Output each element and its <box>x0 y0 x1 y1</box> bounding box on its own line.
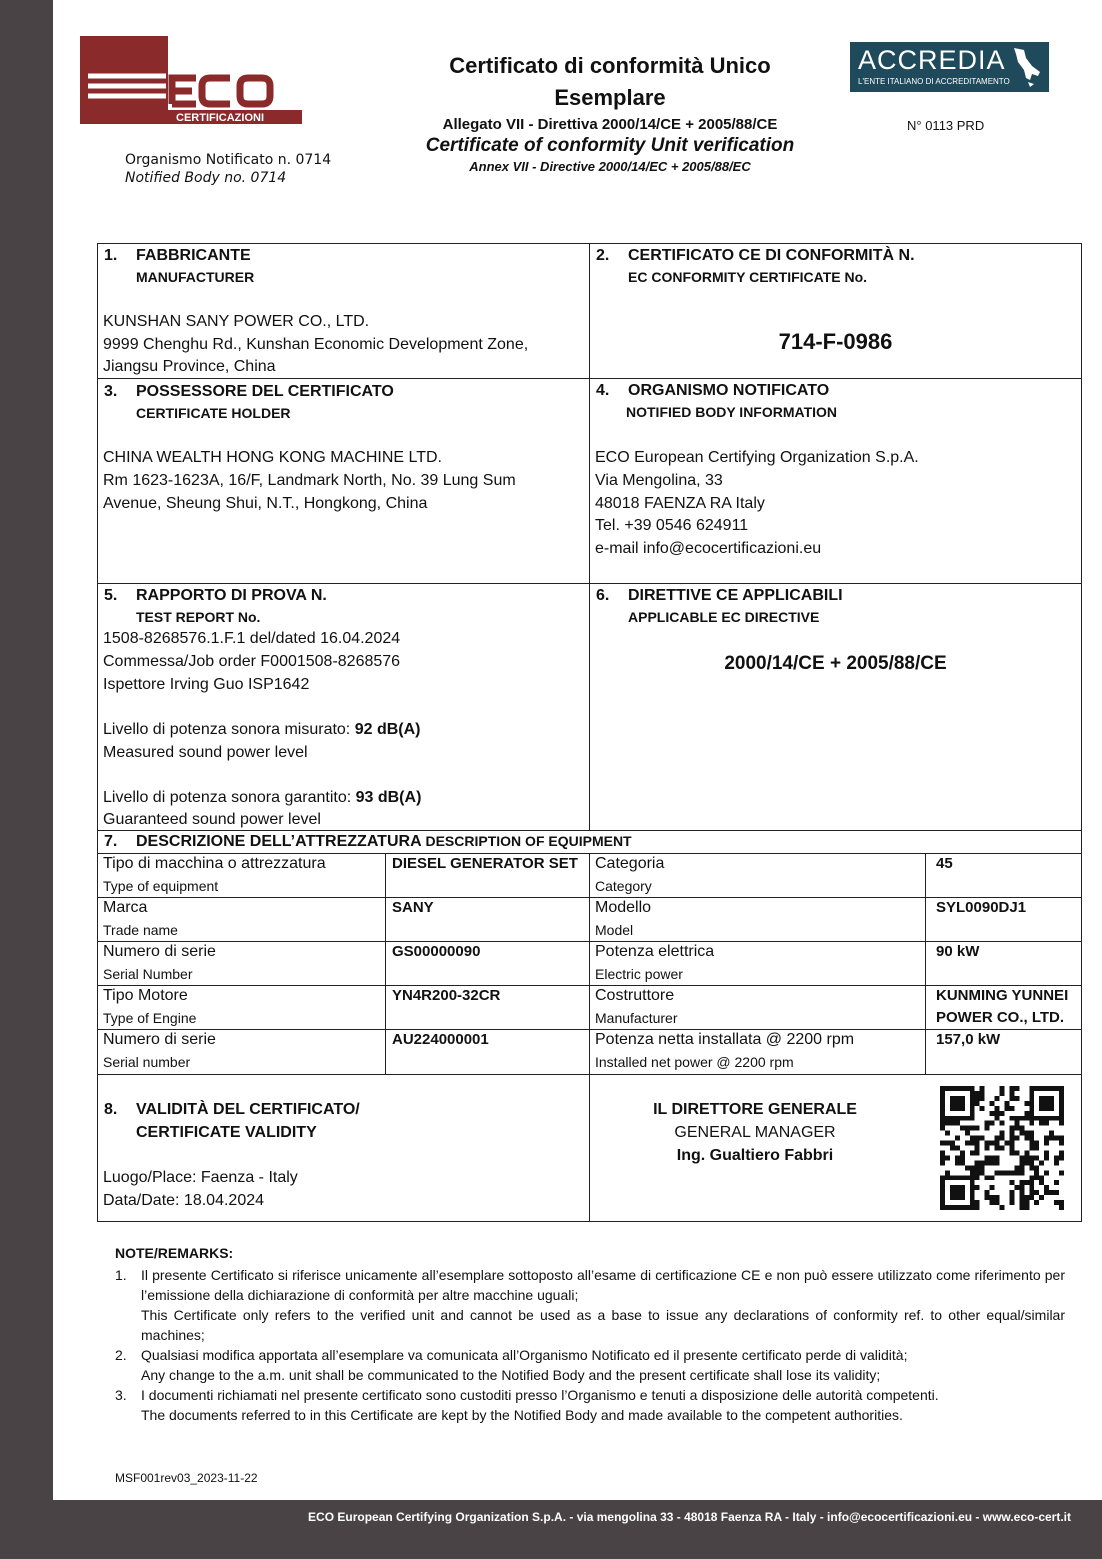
section-6-directives <box>590 584 1081 831</box>
measured-value: 92 dB(A) <box>354 721 421 738</box>
note-text-it: Il presente Certificato si riferisce unicamente all’esemplare sottoposto all’esame di certificazione CE e non può essere utilizzato come riferimento per l’emissione della dichiarazione di conformità per altre macchine uguali; <box>141 1267 1065 1303</box>
equip-value2: KUNMING YUNNEI <box>936 987 1069 1004</box>
s4-email: e-mail info@ecocertificazioni.eu <box>595 540 822 557</box>
notified-body-it: Organismo Notificato n. 0714 <box>125 152 332 168</box>
note-item <box>115 1345 1065 1385</box>
accredia-name: ACCREDIA <box>858 45 1006 75</box>
director-title-en: GENERAL MANAGER <box>674 1124 836 1141</box>
equip-label: Numero di serie <box>103 943 216 960</box>
equip-label2-cell <box>590 854 926 898</box>
s1-line3: Jiangsu Province, China <box>103 358 276 375</box>
section-2-certificate-number <box>590 244 1081 379</box>
equip-value: DIESEL GENERATOR SET <box>392 855 578 872</box>
s5-num: 5. <box>104 587 118 604</box>
equip-label-en: Serial number <box>103 1054 191 1070</box>
section-7-header <box>98 831 1081 854</box>
section-4-notified-body <box>590 379 1081 584</box>
s6-num: 6. <box>596 587 610 604</box>
equip-label2: Potenza netta installata @ 2200 rpm <box>595 1031 855 1048</box>
s7-title <box>136 833 632 851</box>
s7-title-it: DESCRIZIONE DELL’ATTREZZATURA <box>136 833 422 850</box>
s1-line1: KUNSHAN SANY POWER CO., LTD. <box>103 313 370 330</box>
annex-en: Annex VII - Directive 2000/14/EC + 2005/88/EC <box>469 159 751 174</box>
note-item <box>115 1385 1065 1425</box>
equip-value-cell <box>386 898 590 942</box>
s3-line3: Avenue, Sheung Shui, N.T., Hongkong, China <box>103 495 428 512</box>
equip-value-cell <box>386 942 590 986</box>
s5-line1: 1508-8268576.1.F.1 del/dated 16.04.2024 <box>103 630 401 647</box>
equip-label2-en: Model <box>595 922 634 938</box>
measured-level-en: Measured sound power level <box>103 744 308 761</box>
s4-title: ORGANISMO NOTIFICATO <box>628 382 830 399</box>
equip-label2-cell <box>590 1030 926 1075</box>
equip-value2-cell <box>926 942 1081 986</box>
equip-label-cell <box>98 854 386 898</box>
equip-label2-en: Category <box>595 878 652 894</box>
equip-label-cell <box>98 986 386 1030</box>
s5-line3: Ispettore Irving Guo ISP1642 <box>103 676 310 693</box>
s6-title: DIRETTIVE CE APPLICABILI <box>628 587 843 604</box>
equip-value2: 157,0 kW <box>936 1031 1001 1048</box>
note-text-en: The documents referred to in this Certificate are kept by the Notified Body and made available to the competent authorities. <box>141 1407 903 1423</box>
note-item <box>115 1265 1065 1345</box>
equip-label: Tipo di macchina o attrezzatura <box>103 855 326 872</box>
equip-label2: Modello <box>595 899 652 916</box>
note-text-it: Qualsiasi modifica apportata all’esemplare va comunicata all’Organismo Notificato ed il presente certificato perde di validità; <box>141 1347 908 1363</box>
equip-value-cell <box>386 1030 590 1075</box>
equip-label2-en: Electric power <box>595 966 683 982</box>
guaranteed-label: Livello di potenza sonora garantito: <box>103 789 356 806</box>
director-title: IL DIRETTORE GENERALE <box>653 1101 857 1118</box>
s4-line3: 48018 FAENZA RA Italy <box>595 495 765 512</box>
s3-title: POSSESSORE DEL CERTIFICATO <box>136 383 394 400</box>
equip-value2-line2: POWER CO., LTD. <box>936 1009 1065 1026</box>
equip-label-en: Serial Number <box>103 966 193 982</box>
notes-title: NOTE/REMARKS: <box>115 1245 234 1261</box>
equip-label: Marca <box>103 899 148 916</box>
note-number: 2. <box>115 1347 127 1363</box>
measured-label: Livello di potenza sonora misurato: <box>103 721 355 738</box>
accredia-sub: L'ENTE ITALIANO DI ACCREDITAMENTO <box>858 77 1010 86</box>
guaranteed-level <box>103 789 421 807</box>
s5-title: RAPPORTO DI PROVA N. <box>136 587 327 604</box>
equip-label2-cell <box>590 986 926 1030</box>
measured-level <box>103 721 420 739</box>
equip-value2: 45 <box>936 855 953 872</box>
s1-line2: 9999 Chenghu Rd., Kunshan Economic Development Zone, <box>103 336 529 353</box>
note-number: 3. <box>115 1387 127 1403</box>
accredia-logo <box>850 42 1049 92</box>
footer-bar <box>53 1500 1102 1559</box>
equip-label-cell <box>98 942 386 986</box>
equip-label: Numero di serie <box>103 1031 216 1048</box>
section-1-manufacturer <box>98 244 590 379</box>
s4-line4: Tel. +39 0546 624911 <box>595 517 749 534</box>
s4-num: 4. <box>596 382 610 399</box>
equip-label-cell <box>98 898 386 942</box>
validity-place: Luogo/Place: Faenza - Italy <box>103 1169 298 1186</box>
equip-value2-cell <box>926 986 1081 1030</box>
s7-num: 7. <box>104 833 118 850</box>
note-text-it: I documenti richiamati nel presente certificato sono custoditi presso l’Organismo e tenuti a disposizione delle autorità competenti. <box>141 1387 939 1403</box>
equip-label-en: Type of Engine <box>103 1010 197 1026</box>
equip-value2-cell <box>926 854 1081 898</box>
equip-value: SANY <box>392 899 434 916</box>
notes-list <box>115 1265 1065 1425</box>
guaranteed-level-en: Guaranteed sound power level <box>103 811 321 828</box>
equip-value2: SYL0090DJ1 <box>936 899 1027 916</box>
s3-subtitle: CERTIFICATE HOLDER <box>136 405 291 421</box>
note-text-en: Any change to the a.m. unit shall be communicated to the Notified Body and the present certificate shall lose its validity; <box>141 1367 881 1383</box>
left-sidebar-band <box>0 0 53 1559</box>
equip-label2-en: Manufacturer <box>595 1010 678 1026</box>
s8-title2: CERTIFICATE VALIDITY <box>136 1124 317 1141</box>
title-block <box>400 50 820 174</box>
s5-line2: Commessa/Job order F0001508-8268576 <box>103 653 401 670</box>
s5-subtitle: TEST REPORT No. <box>136 609 261 625</box>
logo-subtitle: CERTIFICAZIONI <box>176 112 264 124</box>
equip-label2-en: Installed net power @ 2200 rpm <box>595 1054 794 1070</box>
s3-num: 3. <box>104 383 118 400</box>
qr-code <box>940 1086 1064 1210</box>
s2-title: CERTIFICATO CE DI CONFORMITÀ N. <box>628 247 915 264</box>
equip-value2: 90 kW <box>936 943 980 960</box>
equip-label2-cell <box>590 898 926 942</box>
equip-value: YN4R200-32CR <box>392 987 501 1004</box>
director-name: Ing. Gualtiero Fabbri <box>676 1147 834 1164</box>
accredia-number: N° 0113 PRD <box>907 118 985 133</box>
s2-num: 2. <box>596 247 610 264</box>
equip-label2-cell <box>590 942 926 986</box>
notified-body-en: Notified Body no. 0714 <box>125 170 287 186</box>
s4-subtitle: NOTIFIED BODY INFORMATION <box>626 404 838 420</box>
equip-value2-cell <box>926 898 1081 942</box>
certificate-number: 714-F-0986 <box>778 329 893 354</box>
note-text-en: This Certificate only refers to the verified unit and cannot be used as a base to issue any declarations of conformity ref. to other equal/similar machines; <box>141 1307 1065 1343</box>
notes-section <box>115 1245 1065 1425</box>
section-3-certificate-holder <box>98 379 590 584</box>
footer-text: ECO European Certifying Organization S.p.A. - via mengolina 33 - 48018 Faenza RA - Italy - info@ecocertificazioni.eu - www.eco-cert.it <box>308 1510 1071 1524</box>
equip-label-en: Trade name <box>103 922 178 938</box>
s1-num: 1. <box>104 247 118 264</box>
s8-num: 8. <box>104 1101 118 1118</box>
s3-line2: Rm 1623-1623A, 16/F, Landmark North, No. 39 Lung Sum <box>103 472 516 489</box>
annex-it: Allegato VII - Direttiva 2000/14/CE + 2005/88/CE <box>442 116 778 133</box>
form-code: MSF001rev03_2023-11-22 <box>115 1471 258 1485</box>
s7-title-en: DESCRIPTION OF EQUIPMENT <box>425 833 632 849</box>
applicable-directive: 2000/14/CE + 2005/88/CE <box>724 653 947 674</box>
guaranteed-value: 93 dB(A) <box>355 789 422 806</box>
s1-subtitle: MANUFACTURER <box>136 269 255 285</box>
equip-label2: Categoria <box>595 855 665 872</box>
s6-subtitle: APPLICABLE EC DIRECTIVE <box>628 609 820 625</box>
equip-value-cell <box>386 854 590 898</box>
equip-label-cell <box>98 1030 386 1075</box>
s4-line2: Via Mengolina, 33 <box>595 472 723 489</box>
equip-value2-cell <box>926 1030 1081 1075</box>
s3-line1: CHINA WEALTH HONG KONG MACHINE LTD. <box>103 449 442 466</box>
s1-title: FABBRICANTE <box>136 247 251 264</box>
certificate-table <box>97 243 1082 1222</box>
eco-certificazioni-logo <box>80 36 308 128</box>
note-number: 1. <box>115 1267 127 1283</box>
title-line1: Certificato di conformità Unico <box>449 53 771 78</box>
equip-label: Tipo Motore <box>103 987 188 1004</box>
equip-label2: Potenza elettrica <box>595 943 715 960</box>
equip-value: GS00000090 <box>392 943 481 960</box>
equip-value-cell <box>386 986 590 1030</box>
equip-value: AU224000001 <box>392 1031 489 1048</box>
equip-label-en: Type of equipment <box>103 878 219 894</box>
italy-map-icon <box>1010 46 1044 88</box>
validity-date: Data/Date: 18.04.2024 <box>103 1192 265 1209</box>
title-en: Certificate of conformity Unit verification <box>425 135 795 156</box>
title-line2: Esemplare <box>554 85 666 110</box>
s2-subtitle: EC CONFORMITY CERTIFICATE No. <box>628 269 868 285</box>
s4-line1: ECO European Certifying Organization S.p.A. <box>595 449 919 466</box>
equip-label2: Costruttore <box>595 987 675 1004</box>
section-8-validity <box>98 1075 590 1221</box>
s8-title: VALIDITÀ DEL CERTIFICATO/ <box>136 1101 360 1118</box>
section-5-test-report <box>98 584 590 831</box>
